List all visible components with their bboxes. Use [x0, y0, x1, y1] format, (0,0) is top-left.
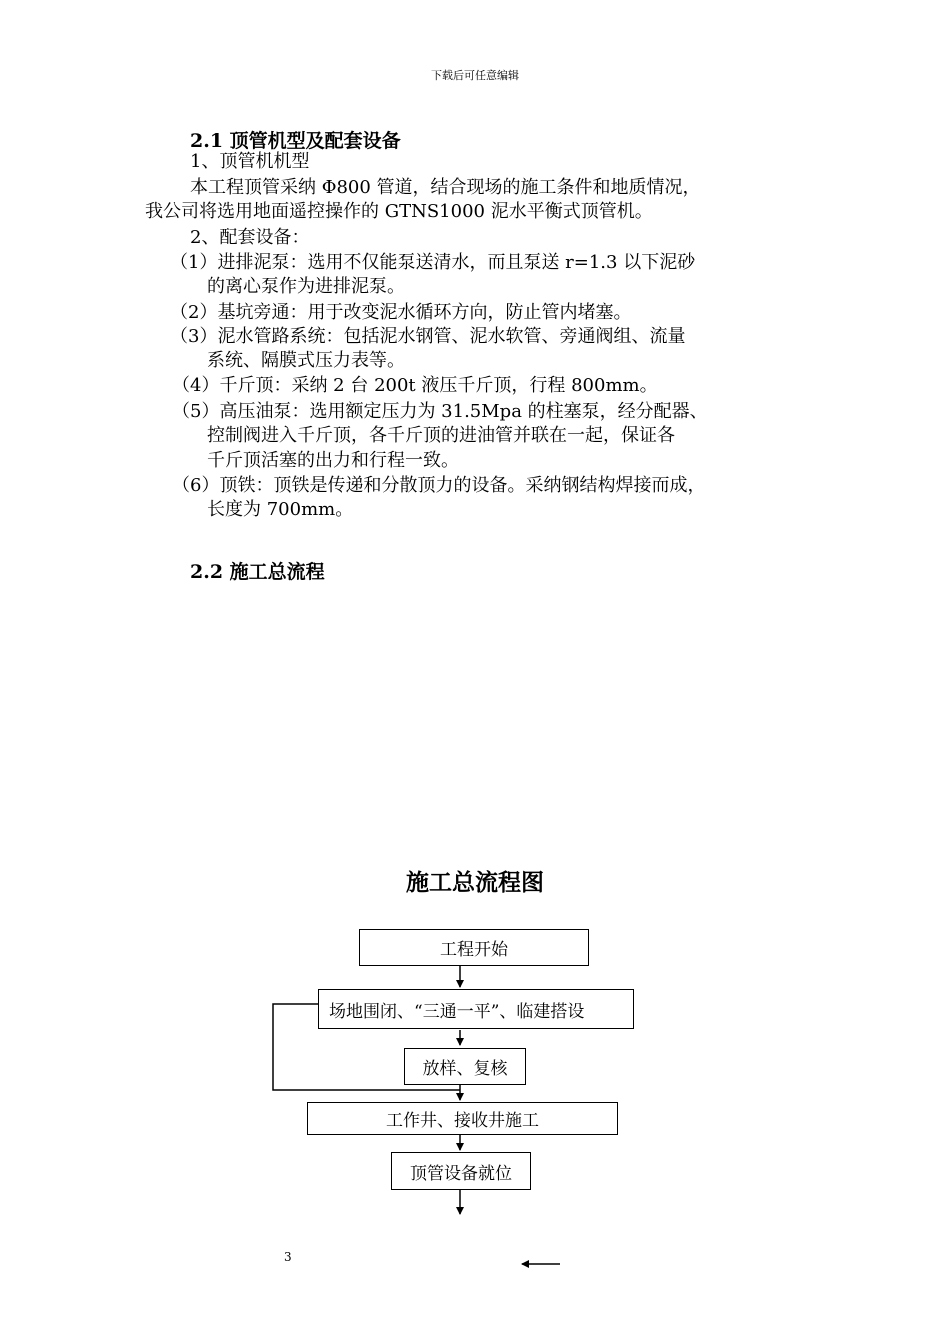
list-item-line: （1）进排泥泵：选用不仅能泵送清水，而且泵送 r=1.3 以下泥砂 [170, 252, 696, 273]
flow-step-shaft-construction [307, 1102, 618, 1135]
list-item-line: 系统、隔膜式压力表等。 [207, 350, 405, 371]
list-item-line: （6）顶铁：顶铁是传递和分散顶力的设备。采纳钢结构焊接而成， [172, 475, 706, 496]
section-heading-2-1: 2.1 顶管机型及配套设备 [190, 130, 401, 152]
page-number: 3 [284, 1250, 292, 1264]
flow-step-label: 工程开始 [440, 940, 508, 960]
paragraph-line: 我公司将选用地面遥控操作的 GTNS1000 泥水平衡式顶管机。 [145, 201, 653, 222]
flow-step-survey [404, 1048, 526, 1085]
flow-step-label: 工作井、接收井施工 [386, 1111, 539, 1131]
subheading-machine-type: 1、顶管机机型 [190, 151, 310, 172]
list-item-line: 千斤顶活塞的出力和行程一致。 [207, 450, 459, 471]
flow-step-equipment-setup [391, 1152, 531, 1190]
flow-step-label: 放样、复核 [422, 1059, 508, 1079]
page-header: 下载后可任意编辑 [431, 69, 519, 82]
paragraph-line: 本工程顶管采纳 Φ800 管道，结合现场的施工条件和地质情况， [190, 177, 701, 198]
list-item-line: 控制阀进入千斤顶，各千斤顶的进油管并联在一起，保证各 [207, 425, 675, 446]
list-item-line: （3）泥水管路系统：包括泥水钢管、泥水软管、旁通阀组、流量 [170, 326, 686, 347]
flowchart-title: 施工总流程图 [406, 869, 544, 896]
list-item-line: 的离心泵作为进排泥泵。 [207, 276, 405, 297]
list-item-line: （4）千斤顶：采纳 2 台 200t 液压千斤顶，行程 800mm。 [172, 375, 658, 396]
section-heading-2-2: 2.2 施工总流程 [190, 561, 325, 583]
list-item-line: （2）基坑旁通：用于改变泥水循环方向，防止管内堵塞。 [170, 302, 632, 323]
subheading-equipment: 2、配套设备： [190, 227, 310, 248]
flow-step-site-preparation [318, 989, 634, 1029]
list-item-line: 长度为 700mm。 [207, 499, 354, 520]
flow-step-label: 场地围闭、“三通一平”、临建搭设 [329, 1002, 585, 1022]
list-item-line: （5）高压油泵：选用额定压力为 31.5Mpa 的柱塞泵，经分配器、 [172, 401, 708, 422]
flow-step-start [359, 929, 589, 966]
flow-step-label: 顶管设备就位 [410, 1163, 512, 1184]
